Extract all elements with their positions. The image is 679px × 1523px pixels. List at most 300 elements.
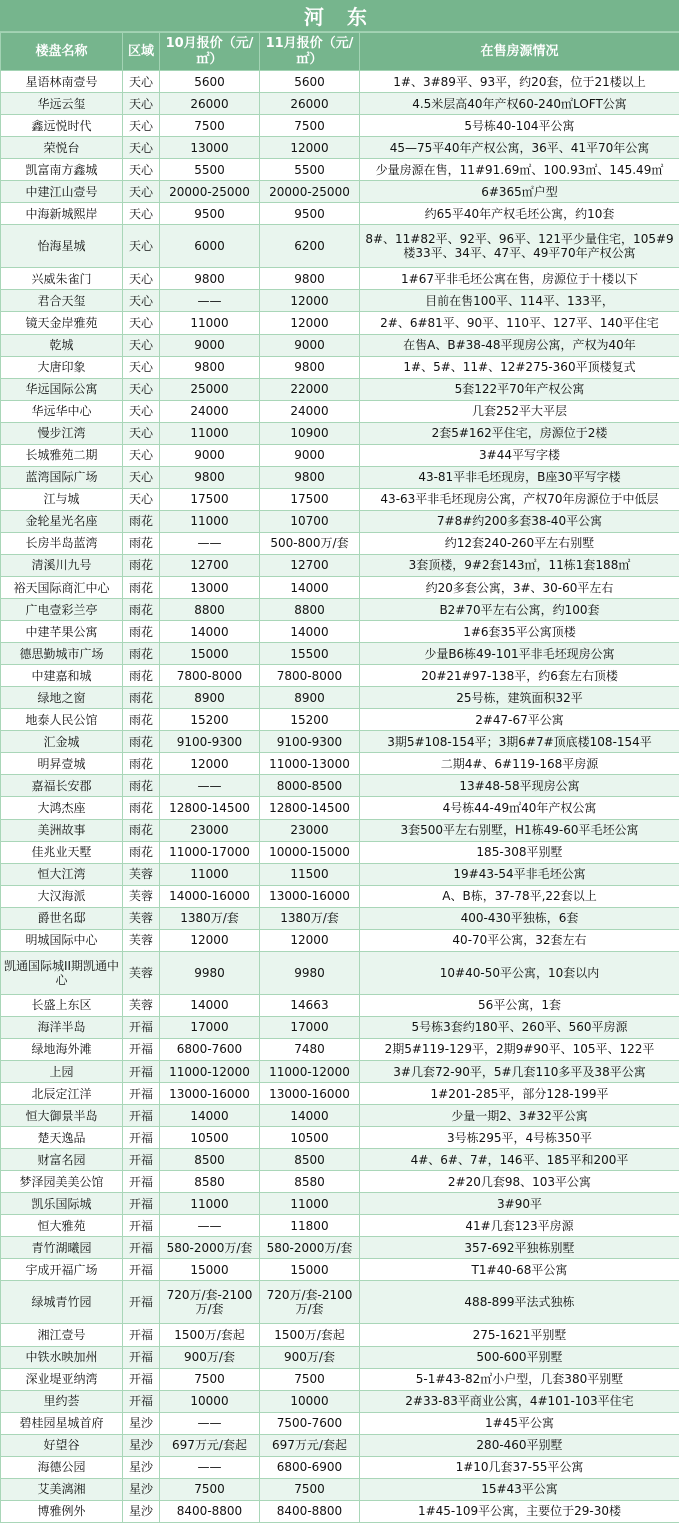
table-row bbox=[1, 929, 679, 951]
cell-region: 天心 bbox=[123, 137, 160, 159]
cell-name: 佳兆业天墅 bbox=[1, 841, 123, 863]
cell-oct-price: 14000 bbox=[160, 994, 260, 1016]
cell-nov-price: 7500-7600 bbox=[260, 1412, 360, 1434]
cell-region: 开福 bbox=[123, 1016, 160, 1038]
table-row bbox=[1, 137, 679, 159]
table-row bbox=[1, 753, 679, 775]
cell-region: 开福 bbox=[123, 1324, 160, 1346]
cell-nov-price: 15200 bbox=[260, 709, 360, 731]
cell-listing-info: 约12套240-260平左右别墅 bbox=[360, 532, 679, 554]
cell-listing-info: 4.5米层高40年产权60-240㎡LOFT公寓 bbox=[360, 93, 679, 115]
cell-oct-price: 9800 bbox=[160, 268, 260, 290]
cell-name: 青竹湖曦园 bbox=[1, 1237, 123, 1259]
cell-nov-price: 15000 bbox=[260, 1259, 360, 1281]
cell-nov-price: 9800 bbox=[260, 268, 360, 290]
cell-nov-price: 1500万/套起 bbox=[260, 1324, 360, 1346]
cell-oct-price: 6000 bbox=[160, 225, 260, 268]
cell-region: 开福 bbox=[123, 1149, 160, 1171]
cell-region: 天心 bbox=[123, 159, 160, 181]
cell-nov-price: 9980 bbox=[260, 951, 360, 994]
cell-region: 天心 bbox=[123, 334, 160, 356]
cell-listing-info: 1#67平非毛坯公寓在售，房源位于十楼以下 bbox=[360, 268, 679, 290]
cell-name: 兴威朱雀门 bbox=[1, 268, 123, 290]
cell-name: 裕天国际商汇中心 bbox=[1, 577, 123, 599]
table-row bbox=[1, 554, 679, 576]
cell-region: 芙蓉 bbox=[123, 951, 160, 994]
cell-region: 开福 bbox=[123, 1038, 160, 1060]
table-row bbox=[1, 488, 679, 510]
cell-oct-price: 12000 bbox=[160, 929, 260, 951]
cell-oct-price: —— bbox=[160, 775, 260, 797]
cell-nov-price: 10500 bbox=[260, 1127, 360, 1149]
cell-region: 天心 bbox=[123, 400, 160, 422]
cell-name: 蓝湾国际广场 bbox=[1, 466, 123, 488]
cell-listing-info: 4#、6#、7#，146平、185平和200平 bbox=[360, 1149, 679, 1171]
cell-region: 天心 bbox=[123, 422, 160, 444]
cell-nov-price: 8000-8500 bbox=[260, 775, 360, 797]
cell-oct-price: 24000 bbox=[160, 400, 260, 422]
cell-nov-price: 23000 bbox=[260, 819, 360, 841]
district-title: 河 东 bbox=[0, 0, 679, 32]
cell-name: 绿地之窗 bbox=[1, 687, 123, 709]
table-row bbox=[1, 994, 679, 1016]
cell-name: 大鸿杰座 bbox=[1, 797, 123, 819]
cell-name: 星语林南壹号 bbox=[1, 71, 123, 93]
table-row bbox=[1, 1259, 679, 1281]
cell-oct-price: 14000 bbox=[160, 1105, 260, 1127]
cell-listing-info: 1#6套35平公寓顶楼 bbox=[360, 621, 679, 643]
table-row bbox=[1, 1105, 679, 1127]
cell-region: 开福 bbox=[123, 1281, 160, 1324]
cell-name: 华远华中心 bbox=[1, 400, 123, 422]
cell-listing-info: 275-1621平别墅 bbox=[360, 1324, 679, 1346]
table-row bbox=[1, 1390, 679, 1412]
cell-region: 雨花 bbox=[123, 665, 160, 687]
cell-region: 芙蓉 bbox=[123, 929, 160, 951]
cell-nov-price: 10000-15000 bbox=[260, 841, 360, 863]
price-table bbox=[0, 32, 679, 1523]
cell-nov-price: 7500 bbox=[260, 1368, 360, 1390]
table-row bbox=[1, 951, 679, 994]
cell-region: 星沙 bbox=[123, 1456, 160, 1478]
cell-name: 绿地海外滩 bbox=[1, 1038, 123, 1060]
cell-name: 绿城青竹园 bbox=[1, 1281, 123, 1324]
cell-nov-price: 9000 bbox=[260, 444, 360, 466]
cell-name: 江与城 bbox=[1, 488, 123, 510]
cell-region: 天心 bbox=[123, 356, 160, 378]
cell-region: 天心 bbox=[123, 466, 160, 488]
cell-nov-price: 900万/套 bbox=[260, 1346, 360, 1368]
table-row bbox=[1, 1500, 679, 1522]
cell-region: 芙蓉 bbox=[123, 907, 160, 929]
cell-name: 宇成开福广场 bbox=[1, 1259, 123, 1281]
cell-nov-price: 13000-16000 bbox=[260, 885, 360, 907]
cell-name: 清溪川九号 bbox=[1, 554, 123, 576]
cell-listing-info: 45—75平40年产权公寓，36平、41平70年公寓 bbox=[360, 137, 679, 159]
table-row bbox=[1, 819, 679, 841]
cell-oct-price: 25000 bbox=[160, 378, 260, 400]
cell-name: 恒大御景半岛 bbox=[1, 1105, 123, 1127]
cell-region: 雨花 bbox=[123, 819, 160, 841]
cell-name: 明昇壹城 bbox=[1, 753, 123, 775]
table-row bbox=[1, 444, 679, 466]
cell-listing-info: 少量一期2、3#32平公寓 bbox=[360, 1105, 679, 1127]
table-row bbox=[1, 1281, 679, 1324]
cell-region: 开福 bbox=[123, 1127, 160, 1149]
cell-listing-info: 3#几套72-90平，5#几套110多平及38平公寓 bbox=[360, 1060, 679, 1082]
cell-oct-price: 7500 bbox=[160, 1478, 260, 1500]
cell-nov-price: 12000 bbox=[260, 290, 360, 312]
cell-listing-info: 357-692平独栋别墅 bbox=[360, 1237, 679, 1259]
cell-nov-price: 22000 bbox=[260, 378, 360, 400]
cell-listing-info: 43-81平非毛坯现房，B座30平写字楼 bbox=[360, 466, 679, 488]
table-row bbox=[1, 1215, 679, 1237]
table-row bbox=[1, 1127, 679, 1149]
cell-listing-info: T1#40-68平公寓 bbox=[360, 1259, 679, 1281]
table-row bbox=[1, 907, 679, 929]
table-row bbox=[1, 1193, 679, 1215]
cell-listing-info: 2期5#119-129平，2期9#90平、105平、122平 bbox=[360, 1038, 679, 1060]
cell-nov-price: 8800 bbox=[260, 599, 360, 621]
cell-listing-info: 2#20几套98、103平公寓 bbox=[360, 1171, 679, 1193]
table-row bbox=[1, 1324, 679, 1346]
cell-listing-info: 二期4#、6#119-168平房源 bbox=[360, 753, 679, 775]
table-row bbox=[1, 709, 679, 731]
cell-oct-price: 5600 bbox=[160, 71, 260, 93]
cell-nov-price: 8900 bbox=[260, 687, 360, 709]
cell-oct-price: 720万/套-2100万/套 bbox=[160, 1281, 260, 1324]
cell-oct-price: 11000-12000 bbox=[160, 1060, 260, 1082]
cell-listing-info: 41#几套123平房源 bbox=[360, 1215, 679, 1237]
cell-listing-info: 5号栋40-104平公寓 bbox=[360, 115, 679, 137]
cell-name: 北辰定江洋 bbox=[1, 1083, 123, 1105]
cell-name: 汇金城 bbox=[1, 731, 123, 753]
cell-oct-price: 10000 bbox=[160, 1390, 260, 1412]
cell-oct-price: 9800 bbox=[160, 466, 260, 488]
cell-oct-price: 9500 bbox=[160, 203, 260, 225]
cell-name: 中建江山壹号 bbox=[1, 181, 123, 203]
cell-name: 湘江壹号 bbox=[1, 1324, 123, 1346]
table-row bbox=[1, 621, 679, 643]
cell-oct-price: 15200 bbox=[160, 709, 260, 731]
table-row bbox=[1, 159, 679, 181]
table-row bbox=[1, 356, 679, 378]
cell-region: 星沙 bbox=[123, 1434, 160, 1456]
cell-oct-price: 8900 bbox=[160, 687, 260, 709]
cell-name: 长盛上东区 bbox=[1, 994, 123, 1016]
cell-name: 大唐印象 bbox=[1, 356, 123, 378]
cell-nov-price: 580-2000万/套 bbox=[260, 1237, 360, 1259]
cell-oct-price: 13000 bbox=[160, 577, 260, 599]
table-row bbox=[1, 841, 679, 863]
cell-oct-price: 12700 bbox=[160, 554, 260, 576]
cell-listing-info: 19#43-54平非毛坯公寓 bbox=[360, 863, 679, 885]
cell-nov-price: 10900 bbox=[260, 422, 360, 444]
cell-nov-price: 11000 bbox=[260, 1193, 360, 1215]
cell-nov-price: 17500 bbox=[260, 488, 360, 510]
cell-listing-info: 2#33-83平商业公寓，4#101-103平住宅 bbox=[360, 1390, 679, 1412]
cell-nov-price: 14663 bbox=[260, 994, 360, 1016]
cell-oct-price: 580-2000万/套 bbox=[160, 1237, 260, 1259]
table-row bbox=[1, 334, 679, 356]
table-body bbox=[1, 71, 679, 1523]
cell-listing-info: 7#8#约200多套38-40平公寓 bbox=[360, 510, 679, 532]
cell-nov-price: 12000 bbox=[260, 312, 360, 334]
cell-listing-info: 1#45平公寓 bbox=[360, 1412, 679, 1434]
cell-oct-price: 697万元/套起 bbox=[160, 1434, 260, 1456]
table-row bbox=[1, 1456, 679, 1478]
cell-listing-info: 500-600平别墅 bbox=[360, 1346, 679, 1368]
cell-region: 天心 bbox=[123, 488, 160, 510]
cell-name: 艾美漓湘 bbox=[1, 1478, 123, 1500]
cell-listing-info: 约65平40年产权毛坯公寓，约10套 bbox=[360, 203, 679, 225]
cell-oct-price: 5500 bbox=[160, 159, 260, 181]
cell-oct-price: 13000-16000 bbox=[160, 1083, 260, 1105]
table-row bbox=[1, 1412, 679, 1434]
cell-nov-price: 7800-8000 bbox=[260, 665, 360, 687]
cell-region: 天心 bbox=[123, 115, 160, 137]
cell-listing-info: 3套顶楼，9#2套143㎡，11栋1套188㎡ bbox=[360, 554, 679, 576]
cell-nov-price: 9100-9300 bbox=[260, 731, 360, 753]
cell-region: 芙蓉 bbox=[123, 994, 160, 1016]
cell-name: 里约荟 bbox=[1, 1390, 123, 1412]
cell-nov-price: 14000 bbox=[260, 577, 360, 599]
cell-name: 地泰人民公馆 bbox=[1, 709, 123, 731]
cell-listing-info: 在售A、B#38-48平现房公寓，产权为40年 bbox=[360, 334, 679, 356]
cell-oct-price: —— bbox=[160, 1412, 260, 1434]
cell-listing-info: 3#44平写字楼 bbox=[360, 444, 679, 466]
table-row bbox=[1, 1478, 679, 1500]
cell-listing-info: 1#201-285平，部分128-199平 bbox=[360, 1083, 679, 1105]
cell-region: 开福 bbox=[123, 1105, 160, 1127]
cell-region: 天心 bbox=[123, 312, 160, 334]
cell-nov-price: 7500 bbox=[260, 1478, 360, 1500]
cell-oct-price: 9000 bbox=[160, 444, 260, 466]
cell-region: 星沙 bbox=[123, 1478, 160, 1500]
table-row bbox=[1, 400, 679, 422]
cell-listing-info: 25号栋，建筑面积32平 bbox=[360, 687, 679, 709]
cell-oct-price: 1380万/套 bbox=[160, 907, 260, 929]
cell-region: 开福 bbox=[123, 1060, 160, 1082]
table-row bbox=[1, 203, 679, 225]
cell-region: 开福 bbox=[123, 1259, 160, 1281]
cell-name: 恒大江湾 bbox=[1, 863, 123, 885]
cell-listing-info: 43-63平非毛坯现房公寓，产权70年房源位于中低层 bbox=[360, 488, 679, 510]
cell-listing-info: 280-460平别墅 bbox=[360, 1434, 679, 1456]
cell-name: 中建芊果公寓 bbox=[1, 621, 123, 643]
cell-nov-price: 11000-12000 bbox=[260, 1060, 360, 1082]
cell-region: 天心 bbox=[123, 444, 160, 466]
cell-name: 鑫远悦时代 bbox=[1, 115, 123, 137]
cell-name: 凯富南方鑫城 bbox=[1, 159, 123, 181]
cell-region: 天心 bbox=[123, 378, 160, 400]
cell-name: 中铁水映加州 bbox=[1, 1346, 123, 1368]
cell-name: 凯乐国际城 bbox=[1, 1193, 123, 1215]
cell-nov-price: 20000-25000 bbox=[260, 181, 360, 203]
cell-nov-price: 12000 bbox=[260, 929, 360, 951]
cell-region: 雨花 bbox=[123, 532, 160, 554]
cell-nov-price: 6200 bbox=[260, 225, 360, 268]
cell-region: 雨花 bbox=[123, 775, 160, 797]
table-row bbox=[1, 71, 679, 93]
table-row bbox=[1, 312, 679, 334]
cell-region: 天心 bbox=[123, 290, 160, 312]
cell-oct-price: 900万/套 bbox=[160, 1346, 260, 1368]
cell-listing-info: A、B栋，37-78平,22套以上 bbox=[360, 885, 679, 907]
cell-name: 碧桂园星城首府 bbox=[1, 1412, 123, 1434]
cell-oct-price: 20000-25000 bbox=[160, 181, 260, 203]
cell-region: 雨花 bbox=[123, 687, 160, 709]
cell-oct-price: 11000 bbox=[160, 863, 260, 885]
table-row bbox=[1, 731, 679, 753]
cell-region: 天心 bbox=[123, 71, 160, 93]
cell-listing-info: 1#10几套37-55平公寓 bbox=[360, 1456, 679, 1478]
table-row bbox=[1, 1083, 679, 1105]
cell-listing-info: 488-899平法式独栋 bbox=[360, 1281, 679, 1324]
table-row bbox=[1, 687, 679, 709]
cell-nov-price: 12700 bbox=[260, 554, 360, 576]
cell-listing-info: 56平公寓，1套 bbox=[360, 994, 679, 1016]
cell-oct-price: 10500 bbox=[160, 1127, 260, 1149]
cell-region: 开福 bbox=[123, 1390, 160, 1412]
cell-listing-info: 2#、6#81平、90平、110平、127平、140平住宅 bbox=[360, 312, 679, 334]
cell-nov-price: 6800-6900 bbox=[260, 1456, 360, 1478]
cell-listing-info: 少量房源在售，11#91.69㎡、100.93㎡、145.49㎡ bbox=[360, 159, 679, 181]
table-row bbox=[1, 599, 679, 621]
cell-listing-info: 3套500平左右别墅，H1栋49-60平毛坯公寓 bbox=[360, 819, 679, 841]
header-listing-info: 在售房源情况 bbox=[360, 33, 679, 71]
cell-region: 雨花 bbox=[123, 841, 160, 863]
cell-listing-info: 3号栋295平，4号栋350平 bbox=[360, 1127, 679, 1149]
cell-oct-price: 12800-14500 bbox=[160, 797, 260, 819]
cell-name: 美洲故事 bbox=[1, 819, 123, 841]
table-row bbox=[1, 1237, 679, 1259]
cell-oct-price: 1500万/套起 bbox=[160, 1324, 260, 1346]
header-region: 区域 bbox=[123, 33, 160, 71]
cell-name: 明城国际中心 bbox=[1, 929, 123, 951]
table-row bbox=[1, 665, 679, 687]
table-row bbox=[1, 532, 679, 554]
cell-listing-info: 5-1#43-82㎡小户型，几套380平别墅 bbox=[360, 1368, 679, 1390]
cell-nov-price: 5600 bbox=[260, 71, 360, 93]
cell-oct-price: 15000 bbox=[160, 1259, 260, 1281]
cell-nov-price: 500-800万/套 bbox=[260, 532, 360, 554]
cell-listing-info: 10#40-50平公寓，10套以内 bbox=[360, 951, 679, 994]
table-row bbox=[1, 290, 679, 312]
cell-listing-info: 1#、5#、11#、12#275-360平顶楼复式 bbox=[360, 356, 679, 378]
cell-nov-price: 11000-13000 bbox=[260, 753, 360, 775]
cell-nov-price: 24000 bbox=[260, 400, 360, 422]
cell-listing-info: 2套5#162平住宅，房源位于2楼 bbox=[360, 422, 679, 444]
cell-nov-price: 11500 bbox=[260, 863, 360, 885]
cell-region: 开福 bbox=[123, 1083, 160, 1105]
table-row bbox=[1, 225, 679, 268]
cell-oct-price: 11000 bbox=[160, 312, 260, 334]
cell-region: 开福 bbox=[123, 1193, 160, 1215]
cell-listing-info: B2#70平左右公寓，约100套 bbox=[360, 599, 679, 621]
cell-nov-price: 9800 bbox=[260, 356, 360, 378]
cell-nov-price: 13000-16000 bbox=[260, 1083, 360, 1105]
header-oct-price: 10月报价（元/㎡） bbox=[160, 33, 260, 71]
table-row bbox=[1, 93, 679, 115]
cell-oct-price: 26000 bbox=[160, 93, 260, 115]
header-nov-price: 11月报价（元/㎡） bbox=[260, 33, 360, 71]
cell-region: 星沙 bbox=[123, 1412, 160, 1434]
table-row bbox=[1, 268, 679, 290]
cell-listing-info: 目前在售100平、114平、133平， bbox=[360, 290, 679, 312]
cell-nov-price: 8580 bbox=[260, 1171, 360, 1193]
table-row bbox=[1, 1060, 679, 1082]
cell-oct-price: 8400-8800 bbox=[160, 1500, 260, 1522]
cell-name: 海洋半岛 bbox=[1, 1016, 123, 1038]
cell-oct-price: 8800 bbox=[160, 599, 260, 621]
cell-region: 天心 bbox=[123, 93, 160, 115]
cell-oct-price: 11000-17000 bbox=[160, 841, 260, 863]
cell-nov-price: 7480 bbox=[260, 1038, 360, 1060]
cell-name: 怡海星城 bbox=[1, 225, 123, 268]
cell-oct-price: —— bbox=[160, 1215, 260, 1237]
cell-name: 荣悦台 bbox=[1, 137, 123, 159]
cell-name: 恒大雅苑 bbox=[1, 1215, 123, 1237]
cell-oct-price: 11000 bbox=[160, 510, 260, 532]
cell-oct-price: 9980 bbox=[160, 951, 260, 994]
table-row bbox=[1, 378, 679, 400]
cell-region: 开福 bbox=[123, 1215, 160, 1237]
cell-oct-price: 8500 bbox=[160, 1149, 260, 1171]
cell-oct-price: 7500 bbox=[160, 1368, 260, 1390]
table-row bbox=[1, 885, 679, 907]
cell-name: 大汉海派 bbox=[1, 885, 123, 907]
cell-nov-price: 5500 bbox=[260, 159, 360, 181]
cell-name: 中海新城熙岸 bbox=[1, 203, 123, 225]
cell-region: 天心 bbox=[123, 268, 160, 290]
cell-name: 财富名园 bbox=[1, 1149, 123, 1171]
cell-name: 深业堤亚纳湾 bbox=[1, 1368, 123, 1390]
cell-oct-price: —— bbox=[160, 532, 260, 554]
cell-name: 长房半岛蓝湾 bbox=[1, 532, 123, 554]
cell-nov-price: 11800 bbox=[260, 1215, 360, 1237]
cell-listing-info: 5号栋3套约180平、260平、560平房源 bbox=[360, 1016, 679, 1038]
cell-region: 天心 bbox=[123, 225, 160, 268]
cell-oct-price: 9000 bbox=[160, 334, 260, 356]
cell-listing-info: 少量B6栋49-101平非毛坯现房公寓 bbox=[360, 643, 679, 665]
cell-listing-info: 5套122平70年产权公寓 bbox=[360, 378, 679, 400]
cell-region: 开福 bbox=[123, 1346, 160, 1368]
cell-region: 雨花 bbox=[123, 753, 160, 775]
cell-nov-price: 8400-8800 bbox=[260, 1500, 360, 1522]
cell-region: 雨花 bbox=[123, 510, 160, 532]
cell-listing-info: 3#90平 bbox=[360, 1193, 679, 1215]
cell-nov-price: 7500 bbox=[260, 115, 360, 137]
cell-region: 芙蓉 bbox=[123, 863, 160, 885]
cell-oct-price: 17500 bbox=[160, 488, 260, 510]
cell-region: 雨花 bbox=[123, 599, 160, 621]
cell-region: 雨花 bbox=[123, 709, 160, 731]
cell-listing-info: 4号栋44-49㎡40年产权公寓 bbox=[360, 797, 679, 819]
cell-name: 楚天逸品 bbox=[1, 1127, 123, 1149]
cell-nov-price: 8500 bbox=[260, 1149, 360, 1171]
cell-name: 好望谷 bbox=[1, 1434, 123, 1456]
cell-oct-price: 11000 bbox=[160, 422, 260, 444]
cell-name: 爵世名邸 bbox=[1, 907, 123, 929]
cell-name: 凯通国际城II期凯通中心 bbox=[1, 951, 123, 994]
cell-region: 雨花 bbox=[123, 797, 160, 819]
cell-region: 雨花 bbox=[123, 643, 160, 665]
table-row bbox=[1, 797, 679, 819]
table-row bbox=[1, 1171, 679, 1193]
cell-oct-price: 7500 bbox=[160, 115, 260, 137]
cell-name: 华远云玺 bbox=[1, 93, 123, 115]
